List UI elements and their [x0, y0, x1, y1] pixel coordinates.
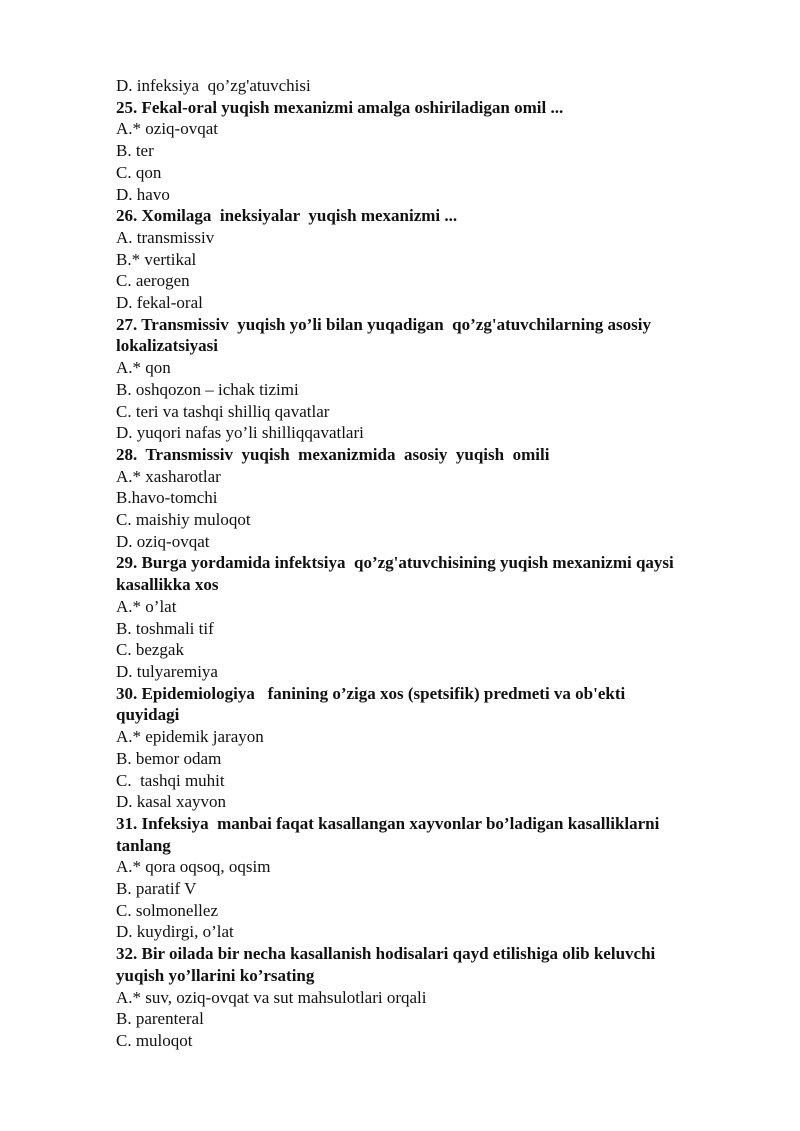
- question-text: 29. Burga yordamida infektsiya qo’zg'atuvchisining yuqish mexanizmi qaysi: [116, 553, 674, 573]
- answer-option: B. ter: [116, 141, 154, 161]
- answer-option: D. havo: [116, 184, 170, 204]
- question-block: [116, 314, 736, 444]
- question-text: tanlang: [116, 835, 171, 855]
- question-text: 28. Transmissiv yuqish mexanizmida asosiy yuqish omili: [116, 444, 550, 464]
- question-text: yuqish yo’llarini ko’rsating: [116, 965, 315, 985]
- answer-option: C. aerogen: [116, 271, 190, 291]
- answer-option: B.havo-tomchi: [116, 488, 218, 508]
- answer-option: C. muloqot: [116, 1030, 193, 1050]
- answer-option: C. maishiy muloqot: [116, 510, 251, 530]
- question-text: quyidagi: [116, 705, 180, 725]
- answer-option: C. bezgak: [116, 640, 184, 660]
- answer-option: B. bemor odam: [116, 748, 222, 768]
- question-block: [116, 813, 736, 943]
- question-block: [116, 444, 736, 553]
- question-block: [116, 205, 736, 314]
- answer-option: B. toshmali tif: [116, 618, 214, 638]
- answer-option: A.* qora oqsoq, oqsim: [116, 857, 271, 877]
- answer-option: B.* vertikal: [116, 249, 197, 269]
- answer-option: B. paratif V: [116, 879, 197, 899]
- question-text: lokalizatsiyasi: [116, 336, 219, 356]
- answer-option: A.* epidemik jarayon: [116, 727, 264, 747]
- answer-option: D. kuydirgi, o’lat: [116, 922, 234, 942]
- question-text: 26. Xomilaga ineksiyalar yuqish mexanizmi ...: [116, 206, 458, 226]
- answer-option: D. yuqori nafas yo’li shilliqqavatlari: [116, 423, 364, 443]
- question-block: [116, 552, 736, 682]
- question-block: [116, 683, 736, 813]
- answer-option: A.* qon: [116, 358, 171, 378]
- answer-option: D. infeksiya qo’zg'atuvchisi: [116, 76, 311, 95]
- answer-option: D. oziq-ovqat: [116, 531, 210, 551]
- answer-option: A.* o’lat: [116, 596, 177, 616]
- question-text: kasallikka xos: [116, 575, 219, 595]
- answer-option: C. solmonellez: [116, 900, 218, 920]
- answer-option: C. qon: [116, 162, 162, 182]
- question-list: [116, 97, 736, 1052]
- answer-option: D. tulyaremiya: [116, 661, 218, 681]
- answer-option: A.* xasharotlar: [116, 466, 221, 486]
- answer-option: B. parenteral: [116, 1009, 204, 1029]
- question-text: 30. Epidemiologiya fanining o’ziga xos (spetsifik) predmeti va ob'ekti: [116, 683, 626, 703]
- answer-option: B. oshqozon – ichak tizimi: [116, 379, 299, 399]
- document-page: [116, 75, 736, 1052]
- question-text: 27. Transmissiv yuqish yo’li bilan yuqadigan qo’zg'atuvchilarning asosiy: [116, 314, 652, 334]
- question-text: 25. Fekal-oral yuqish mexanizmi amalga oshiriladigan omil ...: [116, 97, 564, 117]
- question-text: 32. Bir oilada bir necha kasallanish hodisalari qayd etilishiga olib keluvchi: [116, 944, 656, 964]
- question-text: 31. Infeksiya manbai faqat kasallangan xayvonlar bo’ladigan kasalliklarni: [116, 813, 660, 833]
- answer-option: C. tashqi muhit: [116, 770, 225, 790]
- answer-option: D. kasal xayvon: [116, 792, 227, 812]
- answer-option: A.* suv, oziq-ovqat va sut mahsulotlari orqali: [116, 987, 427, 1007]
- answer-option: D. fekal-oral: [116, 293, 203, 313]
- question-block: [116, 97, 736, 206]
- question-block: [116, 943, 736, 1052]
- answer-option: A. transmissiv: [116, 227, 215, 247]
- answer-option: C. teri va tashqi shilliq qavatlar: [116, 401, 330, 421]
- answer-option: A.* oziq-ovqat: [116, 119, 218, 139]
